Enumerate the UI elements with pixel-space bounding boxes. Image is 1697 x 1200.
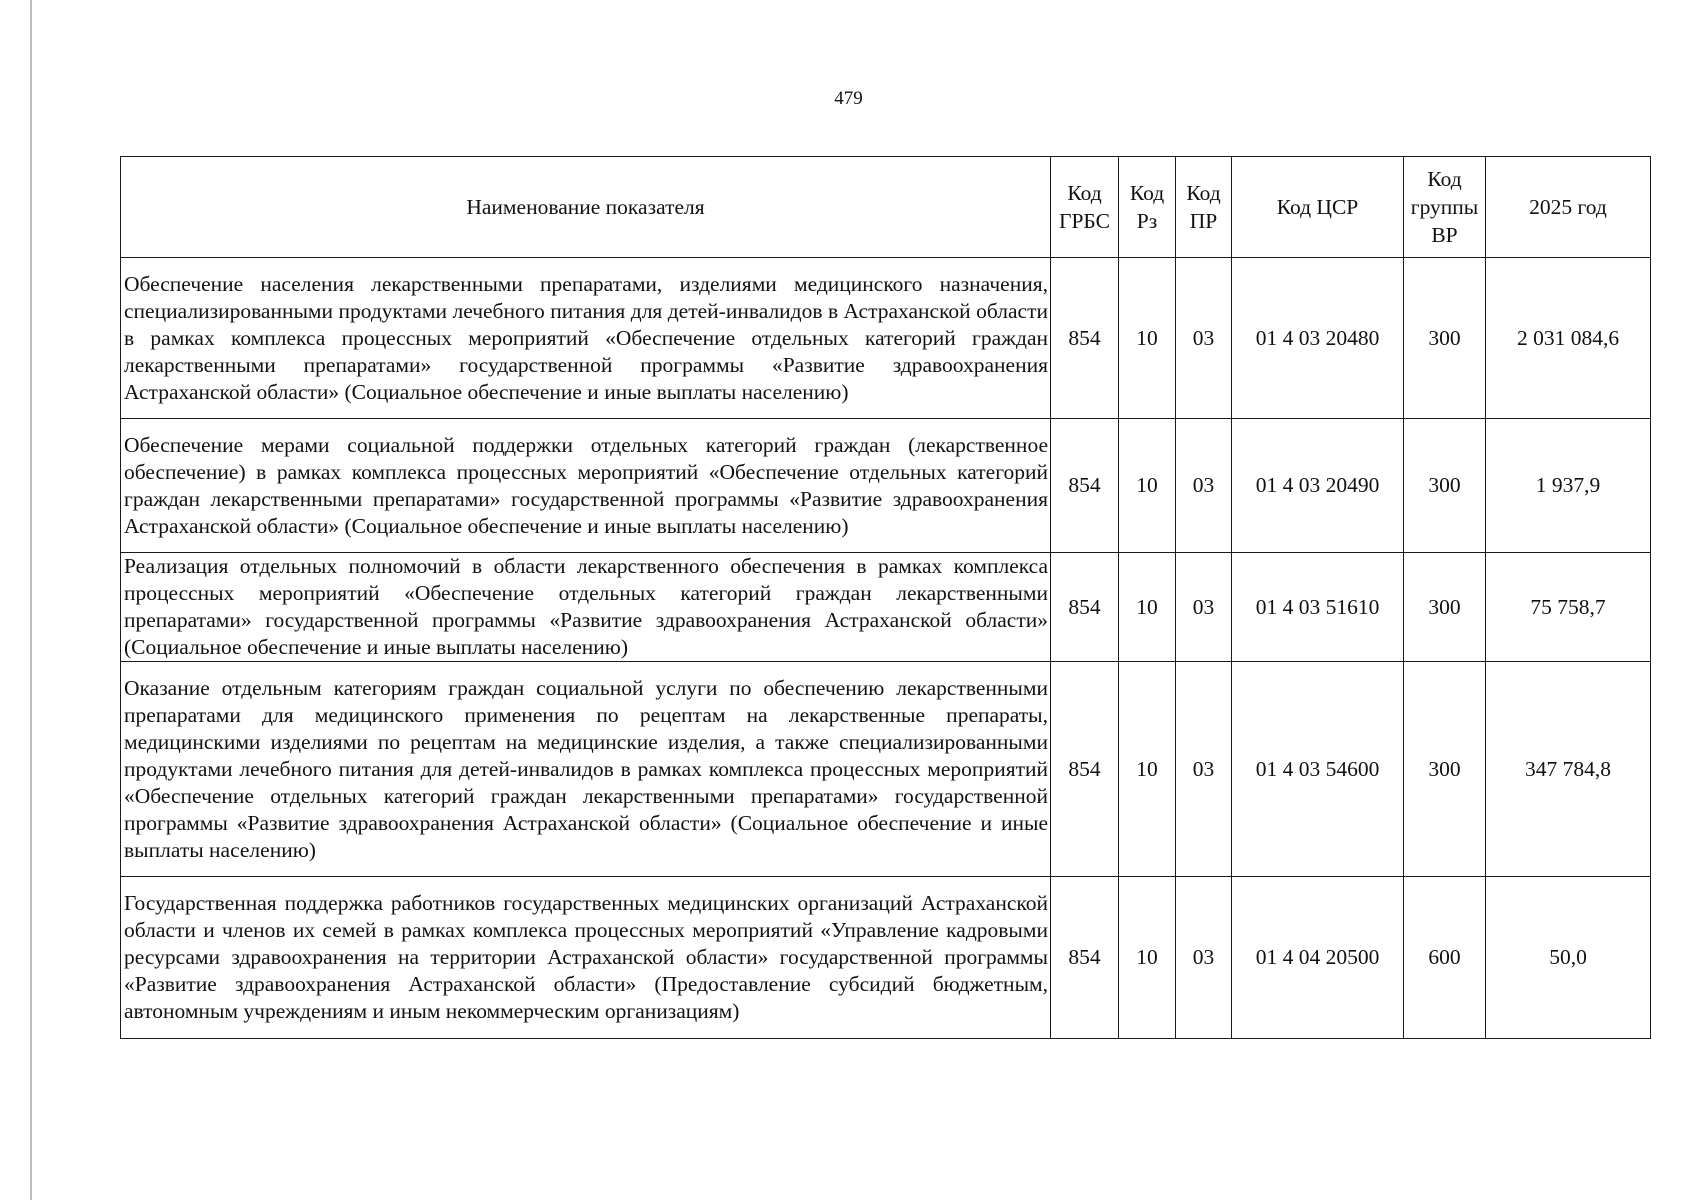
row-vr: 300 [1404, 258, 1486, 419]
row-rz: 10 [1119, 553, 1176, 662]
row-amount: 75 758,7 [1486, 553, 1651, 662]
header-pr: Код ПР [1176, 157, 1232, 258]
row-vr: 300 [1404, 662, 1486, 877]
table-row [121, 553, 1651, 662]
table-row [121, 662, 1651, 877]
row-pr: 03 [1176, 419, 1232, 553]
row-name: Государственная поддержка работников государственных медицинских организаций Астраханской области и членов их семей в рамках комплекса процессных мероприятий «Управление кадровыми ресурсами здравоохранения на территории Астраханской области» государственной программы «Развитие здравоохранения Астраханской области» (Предоставление субсидий бюджетным, автономным учреждениям и иным некоммерческим организациям) [121, 877, 1051, 1039]
row-grbs: 854 [1051, 877, 1119, 1039]
row-rz: 10 [1119, 877, 1176, 1039]
row-grbs: 854 [1051, 419, 1119, 553]
header-rz: Код Рз [1119, 157, 1176, 258]
row-rz: 10 [1119, 419, 1176, 553]
row-name: Обеспечение мерами социальной поддержки отдельных категорий граждан (лекарственное обеспечение) в рамках комплекса процессных мероприятий «Обеспечение отдельных категорий граждан лекарственными препаратами» государственной программы «Развитие здравоохранения Астраханской области» (Социальное обеспечение и иные выплаты населению) [121, 419, 1051, 553]
table-row [121, 258, 1651, 419]
header-vr: Код группы ВР [1404, 157, 1486, 258]
row-grbs: 854 [1051, 553, 1119, 662]
row-grbs: 854 [1051, 662, 1119, 877]
table-header [121, 157, 1651, 258]
row-rz: 10 [1119, 258, 1176, 419]
budget-table [120, 156, 1651, 1039]
header-row [121, 157, 1651, 258]
row-vr: 300 [1404, 419, 1486, 553]
header-name: Наименование показателя [121, 157, 1051, 258]
row-vr: 600 [1404, 877, 1486, 1039]
row-grbs: 854 [1051, 258, 1119, 419]
row-csr: 01 4 03 54600 [1232, 662, 1404, 877]
row-vr: 300 [1404, 553, 1486, 662]
row-csr: 01 4 03 51610 [1232, 553, 1404, 662]
row-pr: 03 [1176, 553, 1232, 662]
row-name: Обеспечение населения лекарственными препаратами, изделиями медицинского назначения, специализированными продуктами лечебного питания для детей-инвалидов в Астраханской области в рамках комплекса процессных мероприятий «Обеспечение отдельных категорий граждан лекарственными препаратами» государственной программы «Развитие здравоохранения Астраханской области» (Социальное обеспечение и иные выплаты населению) [121, 258, 1051, 419]
page-number: 479 [834, 88, 863, 109]
row-rz: 10 [1119, 662, 1176, 877]
row-pr: 03 [1176, 877, 1232, 1039]
row-name: Оказание отдельным категориям граждан социальной услуги по обеспечению лекарственными препаратами для медицинского применения по рецептам на лекарственные препараты, медицинскими изделиями по рецептам на медицинские изделия, а также специализированными продуктами лечебного питания для детей-инвалидов в рамках комплекса процессных мероприятий «Обеспечение отдельных категорий граждан лекарственными препаратами» государственной программы «Развитие здравоохранения Астраханской области» (Социальное обеспечение и иные выплаты населению) [121, 662, 1051, 877]
scan-edge-line [30, 0, 32, 1200]
row-name: Реализация отдельных полномочий в области лекарственного обеспечения в рамках комплекса процессных мероприятий «Обеспечение отдельных категорий граждан лекарственными препаратами» государственной программы «Развитие здравоохранения Астраханской области» (Социальное обеспечение и иные выплаты населению) [121, 553, 1051, 662]
row-csr: 01 4 03 20490 [1232, 419, 1404, 553]
row-pr: 03 [1176, 662, 1232, 877]
row-amount: 2 031 084,6 [1486, 258, 1651, 419]
table-row [121, 877, 1651, 1039]
header-year: 2025 год [1486, 157, 1651, 258]
table-row [121, 419, 1651, 553]
row-amount: 347 784,8 [1486, 662, 1651, 877]
row-amount: 50,0 [1486, 877, 1651, 1039]
row-csr: 01 4 04 20500 [1232, 877, 1404, 1039]
header-grbs: Код ГРБС [1051, 157, 1119, 258]
row-amount: 1 937,9 [1486, 419, 1651, 553]
row-csr: 01 4 03 20480 [1232, 258, 1404, 419]
table-body [121, 258, 1651, 1039]
header-csr: Код ЦСР [1232, 157, 1404, 258]
row-pr: 03 [1176, 258, 1232, 419]
